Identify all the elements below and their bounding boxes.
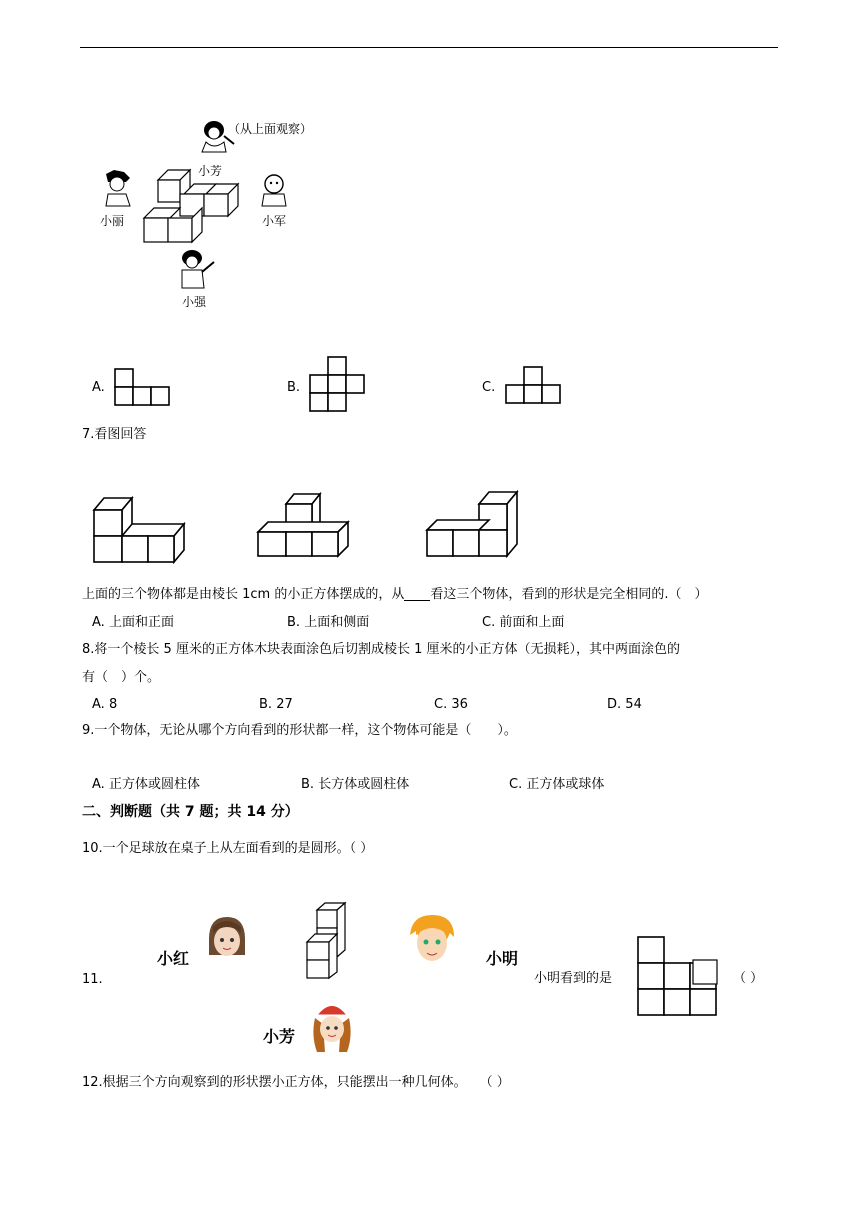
header-rule [80, 47, 778, 48]
q11-name-left: 小红 [157, 949, 190, 968]
q9-option-a[interactable]: A. 正方体或圆柱体 [92, 777, 200, 792]
q11-stem: 小明看到的是 [534, 971, 613, 986]
q6-option-c-figure[interactable] [505, 366, 565, 406]
q6-option-a-key[interactable]: A. [92, 380, 105, 395]
name-top: 小芳 [198, 164, 223, 178]
q7-figure-3 [425, 490, 525, 562]
q9-stem: 9.一个物体，无论从哪个方向看到的形状都一样，这个物体可能是（ ）。 [82, 723, 517, 738]
q7-figure-1 [92, 492, 192, 564]
observe-note: （从上面观察） [228, 122, 313, 136]
q7-stem-before: 上面的三个物体都是由棱长 1cm 的小正方体摆成的，从 [82, 587, 405, 602]
q7-option-c[interactable]: C. 前面和上面 [482, 615, 565, 630]
q8-option-d[interactable]: D. 54 [607, 697, 642, 712]
q11-view-figure [637, 936, 727, 1018]
name-bottom: 小强 [182, 295, 207, 309]
girl-face-icon [205, 915, 249, 965]
q8-stem-line1: 8.将一个棱长 5 厘米的正方体木块表面涂色后切割成棱长 1 厘米的小正方体（无损耗），其中两面涂色的 [82, 642, 680, 657]
q6-option-a-figure[interactable] [114, 368, 174, 408]
boy-right-icon [258, 172, 294, 210]
name-left: 小丽 [100, 214, 125, 228]
name-right: 小军 [262, 214, 287, 228]
q6-option-b-figure[interactable] [309, 356, 369, 416]
q7-stem-after: 看这三个物体，看到的形状是完全相同的.（ ） [430, 587, 708, 602]
q7-answer-blank[interactable] [404, 588, 430, 601]
q8-option-c[interactable]: C. 36 [434, 697, 468, 712]
q8-stem-line2: 有（ ）个。 [82, 670, 161, 685]
cube-stack-q6 [140, 168, 250, 248]
q7-option-a[interactable]: A. 上面和正面 [92, 615, 174, 630]
q7-figure-2 [256, 490, 356, 562]
girl-left-icon [100, 168, 136, 208]
q6-option-c-key[interactable]: C. [482, 380, 496, 395]
q12-stem: 12.根据三个方向观察到的形状摆小正方体，只能摆出一种几何体。 （ ） [82, 1075, 510, 1090]
q11-cube-tower [303, 902, 353, 984]
q11-name-bottom: 小芳 [263, 1027, 296, 1046]
q7-stem [82, 588, 708, 601]
q8-option-b[interactable]: B. 27 [259, 697, 293, 712]
q9-option-b[interactable]: B. 长方体或圆柱体 [301, 777, 410, 792]
q9-option-c[interactable]: C. 正方体或球体 [509, 777, 605, 792]
q10-stem: 10.一个足球放在桌子上从左面看到的是圆形。（ ） [82, 841, 374, 856]
boy-bottom-icon [176, 248, 220, 292]
q7-title: 7.看图回答 [82, 427, 147, 442]
q6-option-b-key[interactable]: B. [287, 380, 301, 395]
boy-face-icon [406, 913, 458, 969]
girl-hat-icon [309, 996, 355, 1056]
section-2-heading: 二、判断题（共 7 题；共 14 分） [82, 804, 299, 820]
q11-number: 11. [82, 972, 103, 987]
q11-answer-paren[interactable]: （ ） [733, 971, 764, 986]
q8-option-a[interactable]: A. 8 [92, 697, 118, 712]
q11-name-right: 小明 [486, 949, 519, 968]
q7-option-b[interactable]: B. 上面和侧面 [287, 615, 370, 630]
